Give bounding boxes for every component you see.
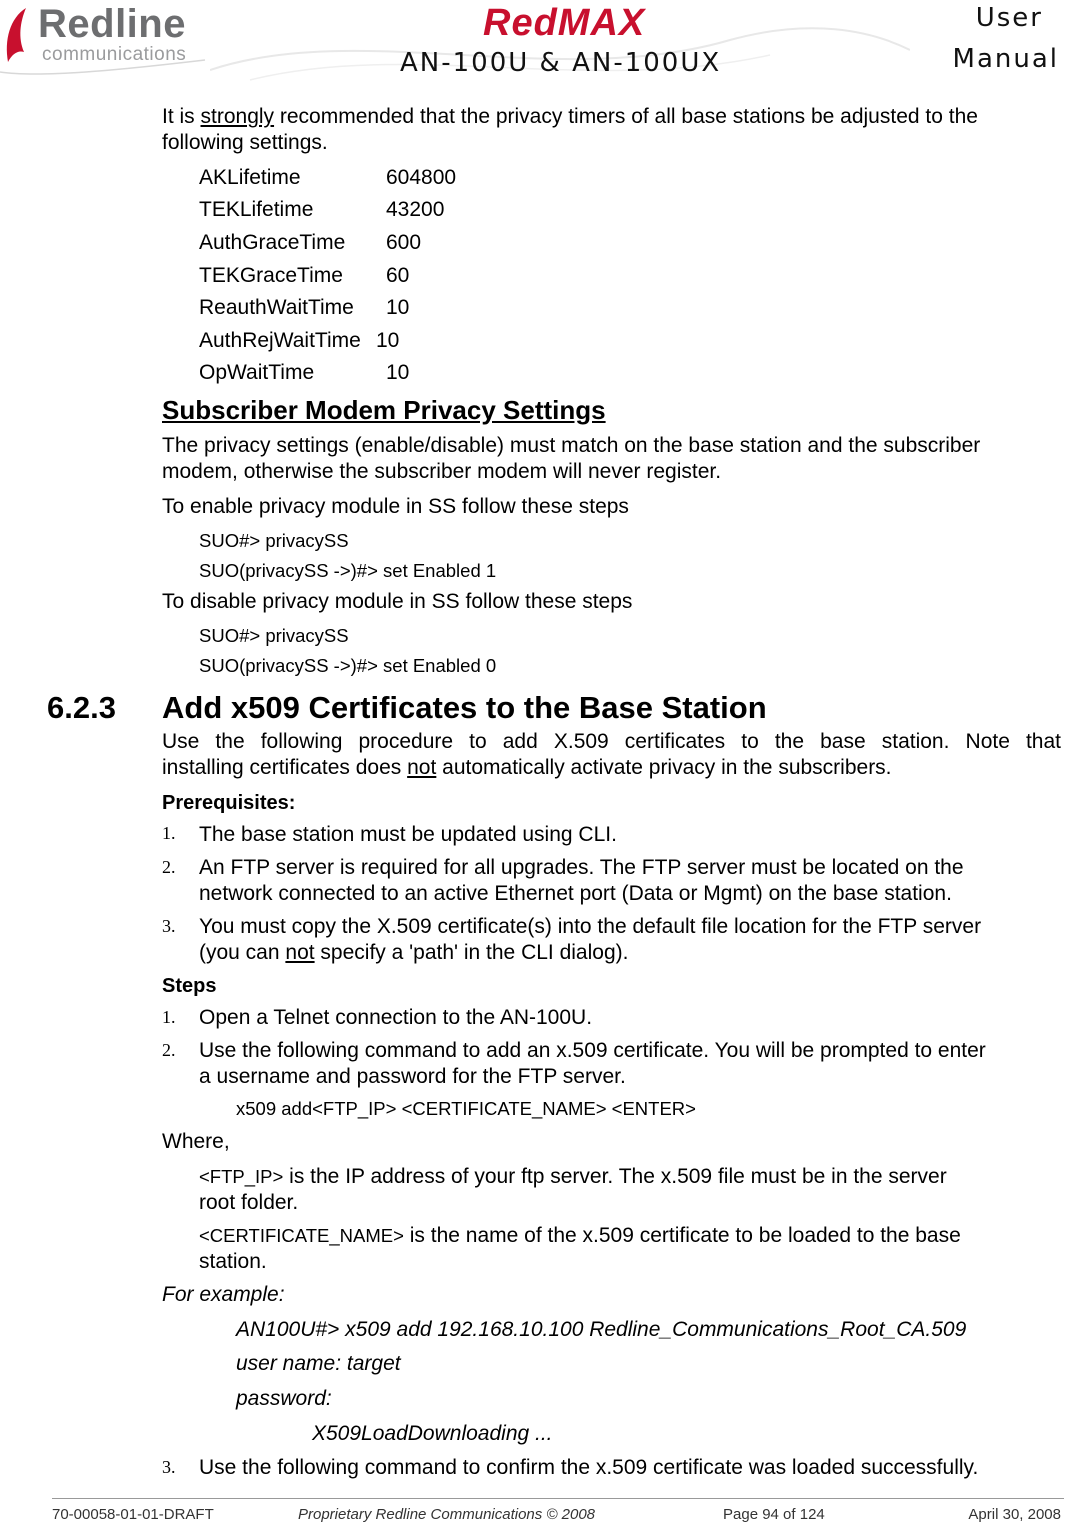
product-logo: RedMAX — [483, 2, 646, 44]
redline-logo — [0, 0, 210, 80]
logo-sub-text: communications — [42, 44, 187, 65]
example-line-3: password: — [236, 1387, 332, 1410]
timer-value: 604800 — [386, 166, 457, 189]
timer-name: ReauthWaitTime — [199, 296, 354, 319]
timer-name: TEKLifetime — [199, 198, 314, 221]
footer-date: April 30, 2008 — [968, 1506, 1061, 1523]
timer-name: AuthGraceTime — [199, 231, 346, 254]
timer-name: TEKGraceTime — [199, 264, 343, 287]
ss-privacy-heading: Subscriber Modem Privacy Settings — [162, 395, 606, 425]
timer-value: 10 — [386, 296, 410, 319]
footer-doc-id: 70-00058-01-01-DRAFT — [52, 1506, 214, 1523]
ftp-ip-description: <FTP_IP> is the IP address of your ftp server. The x.509 file must be in the server root folder. — [199, 1165, 947, 1214]
logo-main-text: Redline — [38, 2, 186, 46]
timer-name: OpWaitTime — [199, 361, 315, 384]
ftp-ip-tag: <FTP_IP> — [199, 1166, 284, 1187]
section-number: 6.2.3 — [47, 690, 116, 725]
intro-paragraph: It is strongly recommended that the privacy timers of all base stations be adjusted to the following settings. — [162, 105, 978, 154]
example-label: For example: — [162, 1283, 285, 1306]
ss-privacy-paragraph: The privacy settings (enable/disable) must match on the base station and the subscriber modem, otherwise the subscriber modem will never register. — [162, 434, 981, 483]
section-paragraph: Use the following procedure to add X.509 certificates to the base station. Note that installing certificates does not automatically activate privacy in the subscribers. — [162, 730, 1061, 779]
step-item-3: Use the following command to confirm the x.509 certificate was loaded successfully. — [199, 1456, 979, 1479]
timer-value: 10 — [376, 329, 400, 352]
timer-value: 43200 — [386, 198, 445, 221]
enable-command-1: SUO#> privacySS — [199, 530, 349, 551]
prereq-item-1: The base station must be updated using CLI. — [199, 823, 617, 846]
prereq-item-3: You must copy the X.509 certificate(s) into the default file location for the FTP server (you can not specify a 'path' in the CLI dialog). — [199, 915, 982, 964]
not-emphasis: not — [407, 756, 437, 779]
timer-value: 600 — [386, 231, 422, 254]
enable-intro: To enable privacy module in SS follow these steps — [162, 495, 629, 518]
disable-intro: To disable privacy module in SS follow these steps — [162, 590, 633, 613]
document-model-title: AN-100U & AN-100UX — [400, 48, 722, 78]
list-number: 2. — [162, 857, 176, 877]
doc-type-line1: User — [975, 3, 1043, 33]
footer-rule — [52, 1498, 1064, 1499]
where-label: Where, — [162, 1130, 230, 1153]
not-emphasis: not — [285, 941, 315, 964]
disable-command-2: SUO(privacySS ->)#> set Enabled 0 — [199, 655, 497, 676]
doc-type-line2: Manual — [952, 44, 1059, 74]
step-item-2: Use the following command to add an x.509 certificate. You will be prompted to enter a username and password for the FTP server. — [199, 1039, 986, 1088]
list-number: 3. — [162, 916, 176, 936]
timer-name: AuthRejWaitTime — [199, 329, 361, 352]
list-number: 2. — [162, 1040, 176, 1060]
section-title: Add x509 Certificates to the Base Station — [162, 690, 767, 725]
footer-proprietary: Proprietary Redline Communications © 2008 — [298, 1506, 596, 1523]
steps-heading: Steps — [162, 975, 217, 997]
step2-command: x509 add<FTP_IP> <CERTIFICATE_NAME> <ENTER> — [236, 1098, 696, 1119]
prereq-item-2: An FTP server is required for all upgrades. The FTP server must be located on the network connected to an active Ethernet port (Data or Mgmt) on the base station. — [199, 856, 964, 905]
enable-command-2: SUO(privacySS ->)#> set Enabled 1 — [199, 560, 497, 581]
disable-command-1: SUO#> privacySS — [199, 625, 349, 646]
list-number: 1. — [162, 1007, 176, 1027]
timer-value: 60 — [386, 264, 410, 287]
example-line-4: X509LoadDownloading ... — [312, 1422, 553, 1445]
timer-value: 10 — [386, 361, 410, 384]
list-number: 3. — [162, 1457, 176, 1477]
footer-page-number: Page 94 of 124 — [723, 1506, 825, 1523]
certificate-name-description: <CERTIFICATE_NAME> is the name of the x.509 certificate to be loaded to the base station. — [199, 1224, 961, 1273]
intro-emphasis: strongly — [200, 105, 275, 128]
step-item-1: Open a Telnet connection to the AN-100U. — [199, 1006, 593, 1029]
list-number: 1. — [162, 823, 176, 843]
example-line-2: user name: target — [236, 1352, 401, 1375]
timer-name: AKLifetime — [199, 166, 301, 189]
example-line-1: AN100U#> x509 add 192.168.10.100 Redline_Communications_Root_CA.509 — [236, 1318, 967, 1341]
certificate-name-tag: <CERTIFICATE_NAME> — [199, 1225, 404, 1246]
prerequisites-heading: Prerequisites: — [162, 792, 296, 814]
